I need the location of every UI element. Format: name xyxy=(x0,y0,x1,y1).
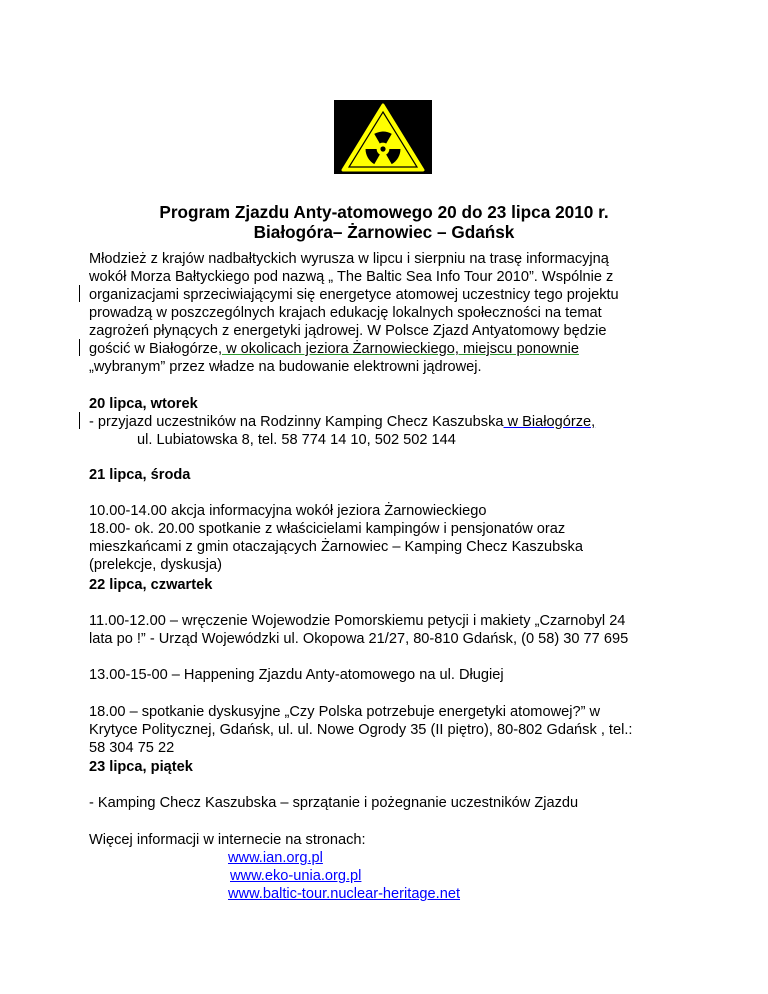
link-ian[interactable]: www.ian.org.pl xyxy=(228,850,323,866)
link-row xyxy=(89,867,709,885)
day-23-heading-block xyxy=(89,758,709,776)
link-prefix: www. xyxy=(228,886,263,902)
more-info-section xyxy=(89,831,709,903)
day-20-section xyxy=(89,395,709,449)
day-23-section xyxy=(89,794,709,812)
paragraph-line: 18.00 – spotkanie dyskusyjne „Czy Polska potrzebuje energetyki atomowej?” w xyxy=(89,704,601,720)
paragraph-line: Młodzież z krajów nadbałtyckich wyrusza w lipcu i sierpniu na trasę informacyjną xyxy=(89,251,609,267)
more-info-label: Więcej informacji w internecie na stronach: xyxy=(89,832,366,848)
link-row xyxy=(89,849,709,867)
paragraph-line: prowadzą w poszczególnych krajach edukację lokalnych społeczności na temat xyxy=(89,305,602,321)
paragraph-line: lata po !” - Urząd Wojewódzki ul. Okopowa 21/27, 80-810 Gdańsk, (0 58) 30 77 695 xyxy=(89,631,629,647)
paragraph-line: „wybranym” przez władze na budowanie elektrowni jądrowej. xyxy=(89,359,482,375)
paragraph-line xyxy=(89,340,709,358)
day-heading: 21 lipca, środa xyxy=(89,467,191,483)
paragraph-line: 13.00-15-00 – Happening Zjazdu Anty-atomowego na ul. Długiej xyxy=(89,667,504,683)
paragraph-line: 11.00-12.00 – wręczenie Wojewodzie Pomorskiemu petycji i makiety „Czarnobyl 24 xyxy=(89,613,626,629)
paragraph-line: (prelekcje, dyskusja) xyxy=(89,557,223,573)
radiation-warning-icon xyxy=(334,100,432,174)
revision-text: w Białogórze, xyxy=(503,414,596,430)
revision-bar xyxy=(79,339,80,356)
address-line: ul. Lubiatowska 8, tel. 58 774 14 10, 502 502 144 xyxy=(137,432,456,448)
link-row xyxy=(89,885,709,903)
revision-text: , w okolicach jeziora Żarnowieckiego, miejscu ponownie xyxy=(217,341,579,357)
paragraph-line: organizacjami sprzeciwiającymi się energetyce atomowej uczestnicy tego projektu xyxy=(89,287,619,303)
page-subtitle: Białogóra– Żarnowiec – Gdańsk xyxy=(253,222,515,242)
revision-bar xyxy=(79,412,80,429)
paragraph-line xyxy=(89,413,709,431)
revision-bar xyxy=(79,285,80,302)
day-heading: 20 lipca, wtorek xyxy=(89,396,198,412)
day-21-section xyxy=(89,502,709,574)
paragraph-line: 10.00-14.00 akcja informacyjna wokół jeziora Żarnowieckiego xyxy=(89,503,487,519)
paragraph-line: 18.00- ok. 20.00 spotkanie z właścicielami kampingów i pensjonatów oraz xyxy=(89,521,566,537)
text-span: - przyjazd uczestników na Rodzinny Kamping Checz Kaszubska xyxy=(89,414,504,430)
link-domain: baltic-tour.nuclear-heritage.net xyxy=(262,886,461,902)
day-22-item-2 xyxy=(89,666,709,684)
link-eko-unia[interactable]: www.eko-unia.org.pl xyxy=(230,868,362,884)
text-span: gościć w Białogórze xyxy=(89,341,218,357)
paragraph-line: wokół Morza Bałtyckiego pod nazwą „ The Baltic Sea Info Tour 2010”. Wspólnie z xyxy=(89,269,614,285)
paragraph-line: 58 304 75 22 xyxy=(89,740,175,756)
intro-paragraph xyxy=(89,250,709,376)
day-heading: 23 lipca, piątek xyxy=(89,759,193,775)
day-heading: 22 lipca, czwartek xyxy=(89,577,213,593)
day-22-item-3 xyxy=(89,703,709,757)
day-22-heading-block xyxy=(89,576,709,594)
paragraph-line: - Kamping Checz Kaszubska – sprzątanie i pożegnanie uczestników Zjazdu xyxy=(89,795,579,811)
day-22-item-1 xyxy=(89,612,709,648)
day-21-heading-block xyxy=(89,466,709,484)
page-title: Program Zjazdu Anty-atomowego 20 do 23 lipca 2010 r. xyxy=(159,202,609,222)
link-baltic-tour[interactable] xyxy=(228,886,460,902)
paragraph-line: Krytyce Politycznej, Gdańsk, ul. ul. Nowe Ogrody 35 (II piętro), 80-802 Gdańsk , tel.: xyxy=(89,722,633,738)
paragraph-line: zagrożeń płynących z energetyki jądrowej. W Polsce Zjazd Antyatomowy będzie xyxy=(89,323,607,339)
paragraph-line: mieszkańcami z gmin otaczających Żarnowiec – Kamping Checz Kaszubska xyxy=(89,539,583,555)
